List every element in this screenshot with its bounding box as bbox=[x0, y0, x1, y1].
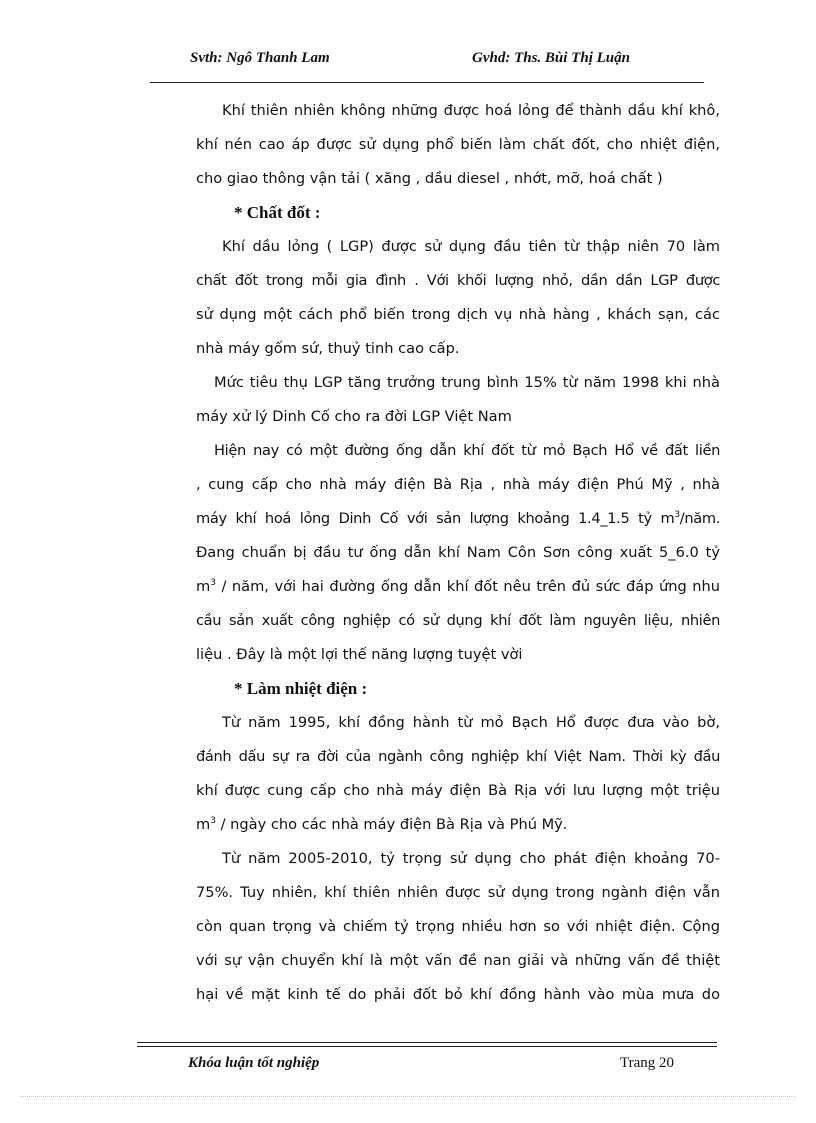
line-segment: / ngày cho các nhà máy điện Bà Rịa và Phú Mỹ. bbox=[215, 816, 568, 833]
paragraph-line: hại về mặt kinh tế do phải đốt bỏ khí đồng hành vào mùa mưa do bbox=[196, 986, 720, 1003]
paragraph-line: khí nén cao áp được sử dụng phổ biến làm chất đốt, cho nhiệt điện, bbox=[196, 136, 720, 153]
paragraph-line: Mức tiêu thụ LGP tăng trưởng trung bình 15% từ năm 1998 khi nhà bbox=[214, 374, 720, 391]
footer-thesis-label: Khóa luận tốt nghiệp bbox=[188, 1055, 320, 1071]
line-segment: m bbox=[196, 578, 211, 595]
paragraph-line: 75%. Tuy nhiên, khí thiên nhiên được sử dụng trong ngành điện vẫn bbox=[196, 884, 720, 901]
paragraph-line bbox=[196, 570, 720, 604]
paragraph-line: với sự vận chuyển khí là một vấn đề nan giải và những vấn đề thiệt bbox=[196, 952, 720, 969]
paragraph-line: Từ năm 2005-2010, tỷ trọng sử dụng cho phát điện khoảng 70- bbox=[222, 850, 720, 867]
paragraph-line: cho giao thông vận tải ( xăng , dầu diesel , nhớt, mỡ, hoá chất ) bbox=[196, 170, 663, 187]
line-segment: / năm, với hai đường ống dẫn khí đốt nêu trên đủ sức đáp ứng nhu bbox=[215, 578, 720, 595]
header-advisor: Gvhd: Ths. Bùi Thị Luận bbox=[472, 50, 630, 66]
paragraph-line: Từ năm 1995, khí đồng hành từ mỏ Bạch Hổ được đưa vào bờ, bbox=[222, 714, 720, 731]
paragraph-line: Hiện nay có một đường ống dẫn khí đốt từ mỏ Bạch Hổ về đất liền bbox=[214, 442, 720, 459]
paragraph-line bbox=[196, 502, 720, 536]
header-divider bbox=[150, 82, 704, 83]
paragraph-line: khí được cung cấp cho nhà máy điện Bà Rịa với lưu lượng một triệu bbox=[196, 782, 720, 799]
paragraph-line: Đang chuẩn bị đầu tư ống dẫn khí Nam Côn Sơn công xuất 5_6.0 tỷ bbox=[196, 544, 720, 561]
page-bottom-border bbox=[20, 1096, 796, 1097]
section-heading-power: * Làm nhiệt điện : bbox=[234, 679, 368, 698]
page-number: Trang 20 bbox=[620, 1055, 675, 1071]
section-heading-fuel: * Chất đốt : bbox=[234, 203, 321, 222]
line-segment: m bbox=[196, 816, 211, 833]
paragraph-line: chất đốt trong mỗi gia đình . Với khối lượng nhỏ, dần dần LGP được bbox=[196, 272, 720, 289]
line-segment: /năm. bbox=[679, 510, 720, 527]
superscript: 3 bbox=[210, 816, 216, 827]
paragraph-line: liệu . Đây là một lợi thế năng lượng tuyệt vời bbox=[196, 646, 523, 663]
paragraph-line bbox=[196, 808, 720, 842]
paragraph-line: Khí thiên nhiên không những được hoá lỏng để thành dầu khí khô, bbox=[222, 102, 720, 119]
document-body bbox=[196, 94, 720, 1012]
paragraph-line: còn quan trọng và chiếm tỷ trọng nhiều hơn so với nhiệt điện. Cộng bbox=[196, 918, 720, 935]
paragraph-line: nhà máy gốm sứ, thuỷ tinh cao cấp. bbox=[196, 340, 460, 357]
paragraph-line: cầu sản xuất công nghiệp có sử dụng khí đốt làm nguyên liệu, nhiên bbox=[196, 612, 720, 629]
header-student: Svth: Ngô Thanh Lam bbox=[190, 50, 330, 66]
paragraph-line: Khí dầu lỏng ( LGP) được sử dụng đầu tiên từ thập niên 70 làm bbox=[222, 238, 720, 255]
paragraph-line: sử dụng một cách phổ biến trong dịch vụ nhà hàng , khách sạn, các bbox=[196, 306, 720, 323]
paragraph-line: đánh dấu sự ra đời của ngành công nghiệp khí Việt Nam. Thời kỳ đầu bbox=[196, 748, 720, 765]
footer-divider bbox=[137, 1042, 717, 1043]
superscript: 3 bbox=[674, 510, 680, 521]
paragraph-line: máy xử lý Dinh Cố cho ra đời LGP Việt Nam bbox=[196, 408, 512, 425]
footer-divider bbox=[137, 1046, 717, 1047]
paragraph-line: , cung cấp cho nhà máy điện Bà Rịa , nhà máy điện Phú Mỹ , nhà bbox=[196, 476, 720, 493]
superscript: 3 bbox=[210, 578, 216, 589]
line-segment: máy khí hoá lỏng Dinh Cố với sản lượng khoảng 1.4_1.5 tỷ m bbox=[196, 510, 675, 527]
